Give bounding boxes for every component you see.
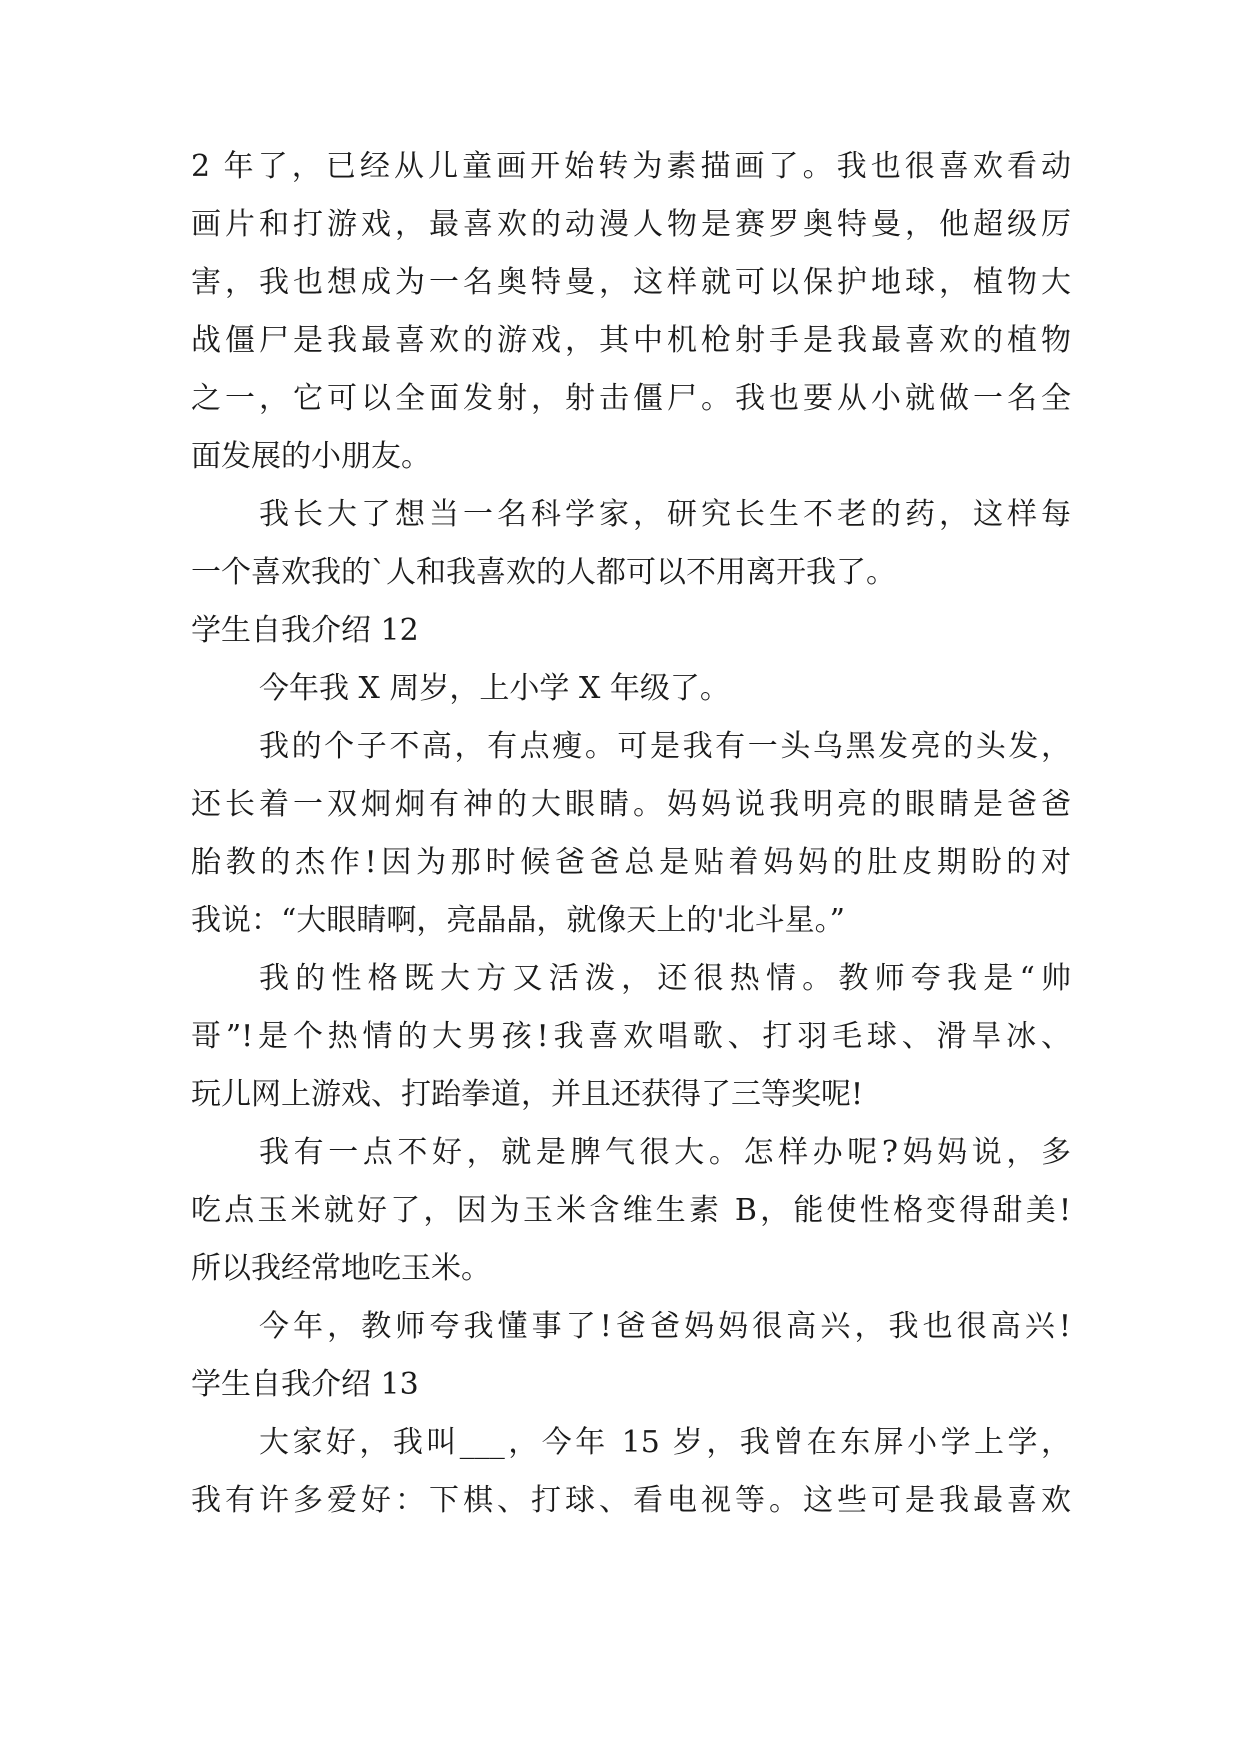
text-line: 还长着一双炯炯有神的大眼睛。妈妈说我明亮的眼睛是爸爸 xyxy=(191,787,1071,822)
paragraph-start-line: 今年，教师夸我懂事了!爸爸妈妈很高兴，我也很高兴! xyxy=(259,1309,1071,1344)
paragraph-start-line: 我长大了想当一名科学家，研究长生不老的药，这样每 xyxy=(259,497,1071,532)
text-line: 吃点玉米就好了，因为玉米含维生素 B，能使性格变得甜美! xyxy=(191,1193,1071,1228)
text-line: 所以我经常地吃玉米。 xyxy=(191,1251,491,1286)
text-line: 我有许多爱好：下棋、打球、看电视等。这些可是我最喜欢 xyxy=(191,1483,1071,1518)
text-line: 2 年了，已经从儿童画开始转为素描画了。我也很喜欢看动 xyxy=(191,149,1071,184)
text-line: 画片和打游戏，最喜欢的动漫人物是赛罗奥特曼，他超级厉 xyxy=(191,207,1071,242)
section-heading: 学生自我介绍 13 xyxy=(191,1367,419,1402)
text-line: 我说：“大眼睛啊，亮晶晶，就像天上的'北斗星。” xyxy=(191,903,845,938)
text-line: 战僵尸是我最喜欢的游戏，其中机枪射手是我最喜欢的植物 xyxy=(191,323,1071,358)
section-heading: 学生自我介绍 12 xyxy=(191,613,419,648)
text-line: 哥”!是个热情的大男孩!我喜欢唱歌、打羽毛球、滑旱冰、 xyxy=(191,1019,1071,1054)
paragraph-start-line: 大家好，我叫___，今年 15 岁，我曾在东屏小学上学， xyxy=(259,1425,1071,1460)
text-line: 面发展的小朋友。 xyxy=(191,439,431,474)
text-line: 一个喜欢我的`人和我喜欢的人都可以不用离开我了。 xyxy=(191,555,896,590)
text-line: 之一，它可以全面发射，射击僵尸。我也要从小就做一名全 xyxy=(191,381,1071,416)
text-line: 胎教的杰作!因为那时候爸爸总是贴着妈妈的肚皮期盼的对 xyxy=(191,845,1071,880)
paragraph-start-line: 今年我 X 周岁，上小学 X 年级了。 xyxy=(259,671,730,706)
paragraph-start-line: 我有一点不好，就是脾气很大。怎样办呢?妈妈说，多 xyxy=(259,1135,1071,1170)
text-line: 害，我也想成为一名奥特曼，这样就可以保护地球，植物大 xyxy=(191,265,1071,300)
paragraph-start-line: 我的个子不高，有点瘦。可是我有一头乌黑发亮的头发， xyxy=(259,729,1071,764)
paragraph-start-line: 我的性格既大方又活泼，还很热情。教师夸我是“帅 xyxy=(259,961,1071,996)
text-line: 玩儿网上游戏、打跆拳道，并且还获得了三等奖呢! xyxy=(191,1077,864,1112)
